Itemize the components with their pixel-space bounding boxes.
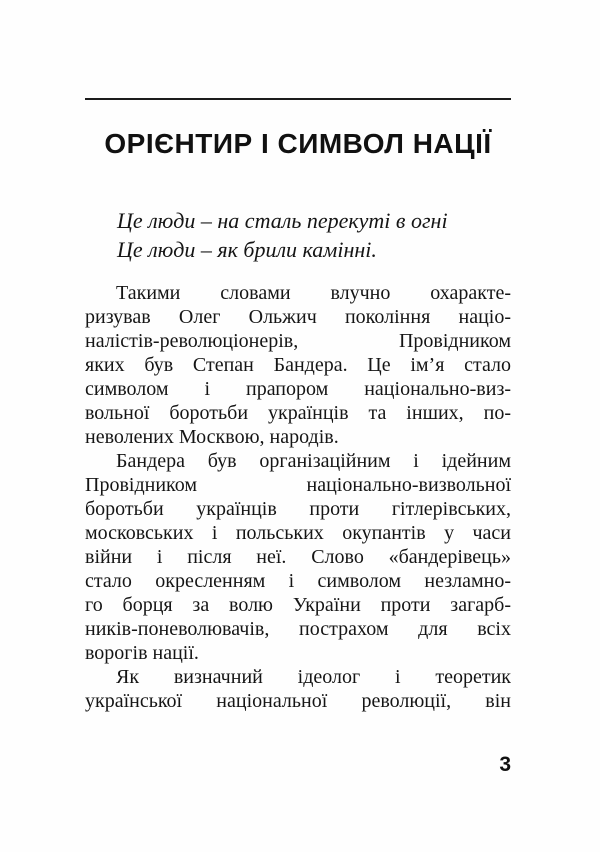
- paragraph-2-line: боротьби українців проти гітлерівських,: [85, 498, 511, 520]
- header-rule: [85, 98, 511, 100]
- paragraph-2-line: війни і після неї. Слово «бандерівець»: [85, 546, 511, 568]
- paragraph-2-line: стало окресленням і символом незламно-: [85, 570, 511, 592]
- paragraph-2-line: ників-поневолювачів, пострахом для всіх: [85, 618, 511, 640]
- page-number: 3: [499, 753, 511, 776]
- paragraph-1-line: вольної боротьби українців та інших, по-: [85, 402, 511, 424]
- body-text: [85, 281, 511, 713]
- paragraph-1-line: символом і прапором національно-виз-: [85, 378, 511, 400]
- paragraph-2-line: Бандера був організаційним і ідейним: [116, 450, 511, 472]
- epigraph: [117, 206, 511, 264]
- paragraph-1-line: яких був Степан Бандера. Це ім’я стало: [85, 354, 511, 376]
- paragraph-3-line: української національної революції, він: [85, 690, 511, 712]
- paragraph-1-line: Такими словами влучно охаракте-: [116, 282, 511, 304]
- paragraph-1-line: ризував Олег Ольжич покоління націо-: [85, 306, 511, 328]
- chapter-title: ОРІЄНТИР І СИМВОЛ НАЦІЇ: [104, 128, 492, 159]
- epigraph-line: Це люди – як брили камінні.: [117, 237, 377, 262]
- paragraph-2-line: ворогів нації.: [85, 642, 199, 664]
- epigraph-line: Це люди – на сталь перекуті в огні: [117, 208, 448, 233]
- paragraph-2-line: Провідником національно-визвольної: [85, 474, 511, 496]
- paragraph-3-line: Як визначний ідеолог і теоретик: [116, 666, 511, 688]
- paragraph-2-line: московських і польських окупантів у часи: [85, 522, 511, 544]
- paragraph-2-line: го борця за волю України проти загарб-: [85, 594, 511, 616]
- paragraph-1-line: налістів-революціонерів, Провідником: [85, 330, 511, 352]
- paragraph-1-line: неволених Москвою, народів.: [85, 426, 339, 448]
